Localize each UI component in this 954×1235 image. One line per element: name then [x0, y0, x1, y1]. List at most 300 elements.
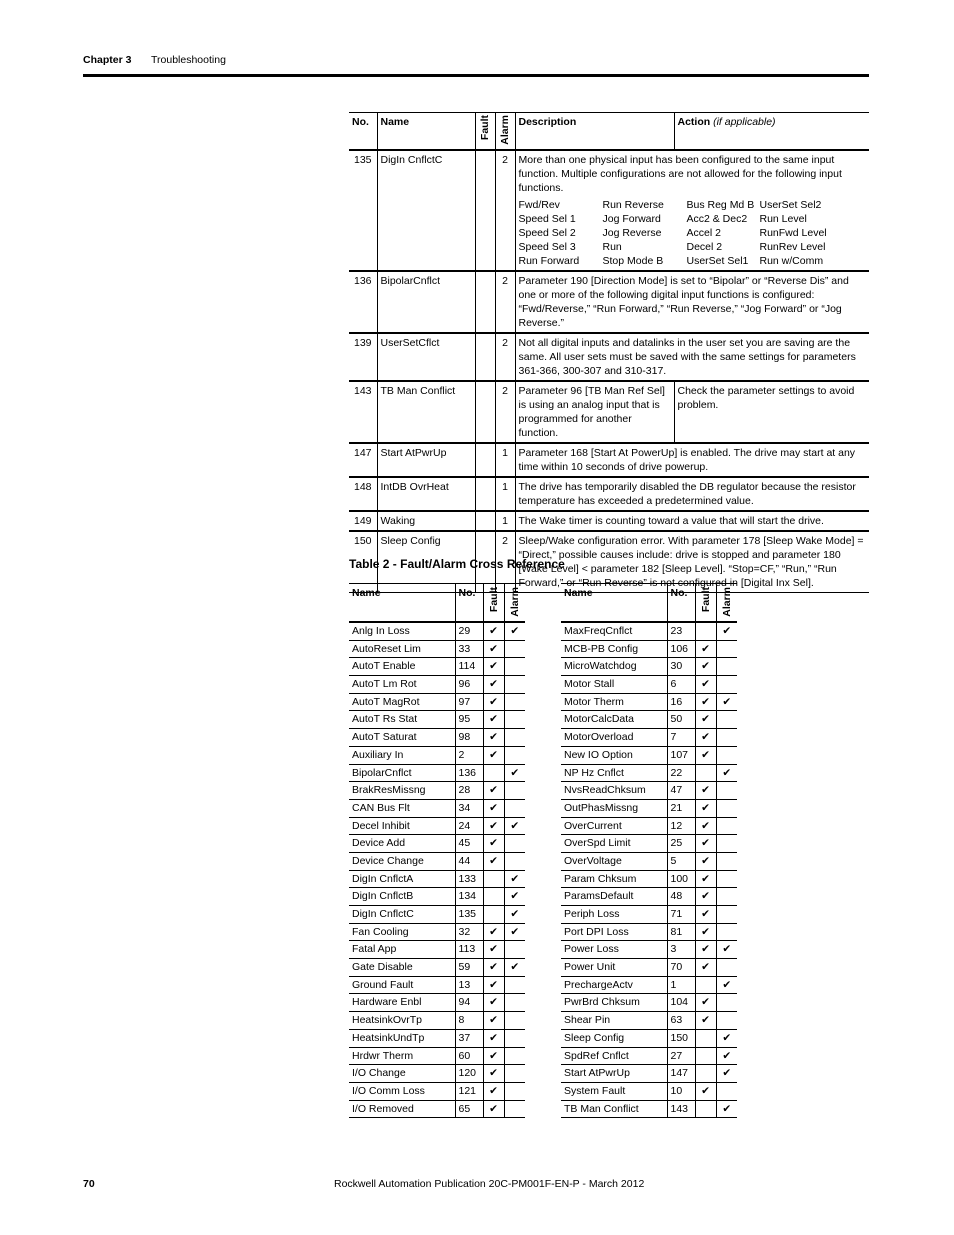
- fault-type-alarm: 2: [495, 271, 515, 333]
- checkmark-icon: ✔: [510, 766, 520, 779]
- xref-number: 59: [455, 959, 483, 977]
- checkmark-icon: ✔: [510, 872, 520, 885]
- xref-row: [561, 852, 737, 870]
- xref-number: 63: [667, 1012, 695, 1030]
- alarm-check-cell: [716, 640, 737, 658]
- xref-name: Shear Pin: [561, 1012, 667, 1030]
- fault-type-alarm: 1: [495, 511, 515, 531]
- xref-name: Device Add: [349, 835, 455, 853]
- xref-number: 27: [667, 1047, 695, 1065]
- alarm-check-cell: [504, 799, 525, 817]
- fault-row: [349, 150, 869, 271]
- xref-name: Power Loss: [561, 941, 667, 959]
- checkmark-icon: ✔: [701, 908, 710, 920]
- fault-type-fault: [475, 477, 495, 511]
- xref-number: 13: [455, 976, 483, 994]
- xref-number: 150: [667, 1029, 695, 1047]
- xref-number: 2: [455, 746, 483, 764]
- xref-row: [349, 729, 525, 747]
- alarm-check-cell: [504, 870, 525, 888]
- checkmark-icon: ✔: [722, 695, 732, 708]
- checkmark-icon: ✔: [489, 731, 498, 744]
- alarm-check-cell: [716, 1029, 737, 1047]
- section-label: Troubleshooting: [151, 54, 226, 66]
- fault-row: [349, 511, 869, 531]
- xref-number: 106: [667, 640, 695, 658]
- alarm-check-cell: [504, 622, 525, 640]
- checkmark-icon: ✔: [489, 1084, 498, 1097]
- checkmark-icon: ✔: [701, 890, 710, 903]
- checkmark-icon: ✔: [489, 996, 498, 1009]
- fault-name: UserSetCflct: [377, 333, 475, 381]
- xref-name: Auxiliary In: [349, 746, 455, 764]
- checkmark-icon: ✔: [701, 872, 710, 885]
- xref-name: Power Unit: [561, 959, 667, 977]
- xref-row: [561, 1047, 737, 1065]
- checkmark-icon: ✔: [510, 925, 520, 938]
- xref-row: [561, 693, 737, 711]
- xref-number: 47: [667, 782, 695, 800]
- checkmark-icon: ✔: [701, 819, 710, 832]
- fault-description: [515, 477, 869, 511]
- xref-number: 113: [455, 941, 483, 959]
- fault-check-cell: [483, 959, 504, 977]
- checkmark-icon: ✔: [489, 801, 498, 814]
- col-header-no: No.: [349, 113, 377, 151]
- col-header-description: Description: [515, 113, 674, 151]
- fault-name: TB Man Conflict: [377, 381, 475, 443]
- xref-row: [561, 746, 737, 764]
- description-text: Parameter 190 [Direction Mode] is set to “Bipolar” or “Reverse Dis” and one or more of the following digital input functions is configured: “Fwd/Reverse,” “Run Forward,” “Run Reverse,” “Jog Forward” or “Jog Reverse.”: [518, 275, 849, 329]
- xref-number: 60: [455, 1047, 483, 1065]
- xref-number: 3: [667, 941, 695, 959]
- checkmark-icon: ✔: [701, 695, 710, 708]
- xref-number: 8: [455, 1012, 483, 1030]
- function-item: Accel 2: [686, 227, 721, 239]
- xref-name: DigIn CnflctB: [349, 888, 455, 906]
- fault-check-cell: [483, 1065, 504, 1083]
- checkmark-icon: ✔: [510, 890, 520, 903]
- xref-row: [561, 711, 737, 729]
- checkmark-icon: ✔: [701, 642, 710, 655]
- xref-number: 134: [455, 888, 483, 906]
- publication-info: Rockwell Automation Publication 20C-PM001F-EN-P - March 2012: [334, 1178, 645, 1190]
- xref-row: [349, 959, 525, 977]
- xref-row: [349, 888, 525, 906]
- fault-check-cell: [695, 799, 716, 817]
- xref-number: 71: [667, 906, 695, 924]
- fault-check-cell: [695, 870, 716, 888]
- alarm-check-cell: [504, 693, 525, 711]
- xref-header-alarm: Alarm: [504, 584, 525, 623]
- xref-row: [561, 729, 737, 747]
- fault-name: Waking: [377, 511, 475, 531]
- checkmark-icon: ✔: [722, 943, 732, 956]
- function-column: [519, 198, 603, 268]
- fault-check-cell: [483, 729, 504, 747]
- xref-number: 50: [667, 711, 695, 729]
- xref-row: [349, 870, 525, 888]
- xref-row: [349, 640, 525, 658]
- fault-description: [515, 333, 869, 381]
- xref-number: 6: [667, 676, 695, 694]
- fault-description: [515, 381, 674, 443]
- xref-row: [561, 817, 737, 835]
- xref-row: [561, 835, 737, 853]
- cross-reference-table-left: [349, 583, 525, 1118]
- fault-check-cell: [483, 852, 504, 870]
- fault-check-cell: [695, 1012, 716, 1030]
- col-header-alarm: Alarm: [495, 113, 515, 151]
- xref-name: I/O Removed: [349, 1100, 455, 1118]
- xref-name: Fatal App: [349, 941, 455, 959]
- fault-check-cell: [695, 676, 716, 694]
- xref-row: [349, 906, 525, 924]
- function-item: Speed Sel 3: [518, 241, 576, 253]
- xref-name: BrakResMissng: [349, 782, 455, 800]
- xref-row: [349, 1012, 525, 1030]
- fault-check-cell: [695, 711, 716, 729]
- alarm-check-cell: [504, 711, 525, 729]
- function-item: Stop Mode B: [602, 255, 664, 267]
- alarm-check-cell: [504, 835, 525, 853]
- xref-header-name: Name: [561, 584, 667, 623]
- xref-number: 133: [455, 870, 483, 888]
- function-item: Acc2 & Dec2: [686, 213, 748, 225]
- checkmark-icon: ✔: [510, 819, 520, 832]
- fault-number: 143: [349, 381, 377, 443]
- fault-action: Check the parameter settings to avoid problem.: [674, 381, 869, 443]
- xref-number: 45: [455, 835, 483, 853]
- alarm-check-cell: [504, 640, 525, 658]
- fault-type-alarm: 2: [495, 531, 515, 593]
- fault-row: [349, 477, 869, 511]
- xref-number: 94: [455, 994, 483, 1012]
- function-item: RunRev Level: [759, 241, 826, 253]
- xref-name: SpdRef Cnflct: [561, 1047, 667, 1065]
- xref-number: 104: [667, 994, 695, 1012]
- alarm-check-cell: [716, 693, 737, 711]
- fault-type-alarm: 2: [495, 333, 515, 381]
- xref-number: 143: [667, 1100, 695, 1118]
- function-item: Jog Forward: [602, 213, 661, 225]
- xref-name: Ground Fault: [349, 976, 455, 994]
- xref-number: 98: [455, 729, 483, 747]
- xref-row: [561, 870, 737, 888]
- alarm-check-cell: [716, 764, 737, 782]
- page-header: [83, 53, 869, 77]
- checkmark-icon: ✔: [701, 837, 710, 850]
- xref-row: [561, 640, 737, 658]
- function-column: [687, 198, 760, 268]
- alarm-check-cell: [504, 906, 525, 924]
- xref-number: 48: [667, 888, 695, 906]
- xref-row: [561, 1012, 737, 1030]
- description-text: Parameter 96 [TB Man Ref Sel] is using an analog input that is programmed for another function.: [518, 385, 665, 439]
- chapter-label: Chapter 3: [83, 54, 132, 66]
- description-text: The drive has temporarily disabled the DB regulator because the resistor temperature has exceeded a predetermined value.: [518, 481, 856, 507]
- xref-name: NP Hz Cnflct: [561, 764, 667, 782]
- xref-name: OverVoltage: [561, 852, 667, 870]
- xref-row: [561, 782, 737, 800]
- checkmark-icon: ✔: [701, 678, 710, 691]
- checkmark-icon: ✔: [722, 625, 732, 637]
- function-item: Speed Sel 2: [518, 227, 576, 239]
- alarm-check-cell: [716, 959, 737, 977]
- checkmark-icon: ✔: [489, 1102, 498, 1115]
- xref-name: MotorCalcData: [561, 711, 667, 729]
- fault-check-cell: [483, 1029, 504, 1047]
- checkmark-icon: ✔: [489, 713, 498, 726]
- checkmark-icon: ✔: [489, 660, 498, 673]
- function-item: Bus Reg Md B: [686, 199, 755, 211]
- xref-row: [349, 658, 525, 676]
- fault-check-cell: [695, 658, 716, 676]
- function-item: RunFwd Level: [759, 227, 827, 239]
- alarm-check-cell: [716, 941, 737, 959]
- checkmark-icon: ✔: [489, 961, 498, 974]
- fault-number: 150: [349, 531, 377, 593]
- xref-number: 5: [667, 852, 695, 870]
- fault-name: Start AtPwrUp: [377, 443, 475, 477]
- alarm-check-cell: [716, 658, 737, 676]
- xref-number: 1: [667, 976, 695, 994]
- xref-name: AutoT Lm Rot: [349, 676, 455, 694]
- xref-name: PwrBrd Chksum: [561, 994, 667, 1012]
- fault-check-cell: [483, 976, 504, 994]
- checkmark-icon: ✔: [489, 925, 498, 938]
- xref-number: 21: [667, 799, 695, 817]
- xref-name: Start AtPwrUp: [561, 1065, 667, 1083]
- xref-number: 96: [455, 676, 483, 694]
- xref-name: HeatsinkUndTp: [349, 1029, 455, 1047]
- checkmark-icon: ✔: [701, 801, 710, 814]
- xref-name: HeatsinkOvrTp: [349, 1012, 455, 1030]
- xref-row: [349, 835, 525, 853]
- alarm-check-cell: [504, 1047, 525, 1065]
- xref-number: 16: [667, 693, 695, 711]
- checkmark-icon: ✔: [701, 713, 710, 726]
- alarm-check-cell: [504, 782, 525, 800]
- fault-check-cell: [483, 994, 504, 1012]
- function-item: UserSet Sel2: [759, 199, 822, 211]
- xref-name: BipolarCnflct: [349, 764, 455, 782]
- xref-name: Gate Disable: [349, 959, 455, 977]
- checkmark-icon: ✔: [722, 766, 732, 779]
- alarm-check-cell: [504, 976, 525, 994]
- fault-check-cell: [695, 746, 716, 764]
- checkmark-icon: ✔: [489, 642, 498, 655]
- alarm-check-cell: [504, 658, 525, 676]
- xref-row: [349, 1029, 525, 1047]
- alarm-check-cell: [716, 870, 737, 888]
- checkmark-icon: ✔: [489, 943, 498, 956]
- alarm-check-cell: [716, 1047, 737, 1065]
- xref-row: [349, 923, 525, 941]
- xref-number: 65: [455, 1100, 483, 1118]
- alarm-check-cell: [504, 1012, 525, 1030]
- alarm-check-cell: [716, 994, 737, 1012]
- fault-type-fault: [475, 333, 495, 381]
- xref-name: Anlg In Loss: [349, 622, 455, 640]
- fault-check-cell: [483, 888, 504, 906]
- xref-name: AutoT MagRot: [349, 693, 455, 711]
- xref-name: DigIn CnflctC: [349, 906, 455, 924]
- alarm-check-cell: [504, 746, 525, 764]
- xref-row: [349, 994, 525, 1012]
- alarm-check-cell: [716, 1012, 737, 1030]
- fault-check-cell: [483, 711, 504, 729]
- function-column: [603, 198, 687, 268]
- fault-check-cell: [483, 622, 504, 640]
- fault-check-cell: [483, 870, 504, 888]
- checkmark-icon: ✔: [701, 1014, 710, 1027]
- checkmark-icon: ✔: [510, 908, 520, 920]
- checkmark-icon: ✔: [701, 943, 710, 956]
- function-item: Run: [602, 241, 622, 253]
- xref-number: 135: [455, 906, 483, 924]
- xref-name: ParamsDefault: [561, 888, 667, 906]
- alarm-check-cell: [504, 676, 525, 694]
- xref-name: AutoReset Lim: [349, 640, 455, 658]
- xref-row: [349, 941, 525, 959]
- fault-number: 147: [349, 443, 377, 477]
- xref-row: [349, 1065, 525, 1083]
- xref-number: 12: [667, 817, 695, 835]
- xref-number: 29: [455, 622, 483, 640]
- xref-number: 33: [455, 640, 483, 658]
- xref-number: 7: [667, 729, 695, 747]
- col-header-action: Action (if applicable): [674, 113, 869, 151]
- fault-check-cell: [483, 746, 504, 764]
- fault-check-cell: [695, 835, 716, 853]
- alarm-check-cell: [716, 906, 737, 924]
- xref-number: 136: [455, 764, 483, 782]
- alarm-check-cell: [504, 1065, 525, 1083]
- alarm-check-cell: [504, 1029, 525, 1047]
- xref-number: 23: [667, 622, 695, 640]
- fault-row: [349, 271, 869, 333]
- fault-check-cell: [483, 923, 504, 941]
- xref-name: OverCurrent: [561, 817, 667, 835]
- fault-check-cell: [695, 888, 716, 906]
- xref-name: Device Change: [349, 852, 455, 870]
- fault-check-cell: [695, 693, 716, 711]
- xref-row: [561, 799, 737, 817]
- input-function-list: [519, 198, 867, 268]
- fault-check-cell: [483, 906, 504, 924]
- fault-description: [515, 150, 869, 271]
- xref-row: [349, 622, 525, 640]
- alarm-check-cell: [716, 835, 737, 853]
- checkmark-icon: ✔: [489, 784, 498, 797]
- alarm-check-cell: [716, 976, 737, 994]
- xref-row: [349, 764, 525, 782]
- fault-check-cell: [483, 1100, 504, 1118]
- fault-number: 136: [349, 271, 377, 333]
- alarm-check-cell: [504, 1082, 525, 1100]
- xref-number: 10: [667, 1082, 695, 1100]
- xref-row: [349, 1047, 525, 1065]
- checkmark-icon: ✔: [489, 1049, 498, 1062]
- xref-name: AutoT Rs Stat: [349, 711, 455, 729]
- fault-check-cell: [483, 782, 504, 800]
- alarm-check-cell: [504, 764, 525, 782]
- xref-row: [561, 622, 737, 640]
- xref-number: 28: [455, 782, 483, 800]
- alarm-check-cell: [716, 676, 737, 694]
- fault-check-cell: [483, 1082, 504, 1100]
- fault-check-cell: [483, 640, 504, 658]
- xref-header-no: No.: [667, 584, 695, 623]
- fault-type-fault: [475, 271, 495, 333]
- fault-row: [349, 381, 869, 443]
- description-text: Not all digital inputs and datalinks in the user set you are saving are the same. All user sets must be saved with the same settings for parameters 361-366, 300-307 and 310-317.: [518, 337, 856, 377]
- function-item: UserSet Sel1: [686, 255, 749, 267]
- fault-type-alarm: 2: [495, 381, 515, 443]
- xref-name: Motor Stall: [561, 676, 667, 694]
- fault-check-cell: [695, 923, 716, 941]
- fault-check-cell: [695, 622, 716, 640]
- xref-number: 34: [455, 799, 483, 817]
- fault-check-cell: [483, 658, 504, 676]
- xref-row: [561, 676, 737, 694]
- function-column: [760, 198, 850, 268]
- fault-type-fault: [475, 150, 495, 271]
- description-text: Sleep/Wake configuration error. With parameter 178 [Sleep Wake Mode] = “Direct,” possible causes include: drive is stopped and parameter 180 [Wake Level] < parameter 182 [Sleep Level]. “Stop=CF,” “Run,” “Run Forward,” or “Run Reverse” is not configured in [Digital Inx Sel].: [518, 535, 864, 589]
- alarm-check-cell: [504, 817, 525, 835]
- xref-name: Param Chksum: [561, 870, 667, 888]
- fault-check-cell: [695, 906, 716, 924]
- xref-row: [561, 941, 737, 959]
- xref-number: 107: [667, 746, 695, 764]
- xref-header-no: No.: [455, 584, 483, 623]
- fault-check-cell: [483, 799, 504, 817]
- fault-check-cell: [483, 693, 504, 711]
- fault-description: [515, 443, 869, 477]
- fault-row: [349, 333, 869, 381]
- xref-row: [349, 852, 525, 870]
- xref-row: [561, 1100, 737, 1118]
- xref-row: [561, 1065, 737, 1083]
- checkmark-icon: ✔: [489, 678, 498, 691]
- xref-row: [349, 799, 525, 817]
- xref-name: TB Man Conflict: [561, 1100, 667, 1118]
- function-item: Run Level: [759, 213, 807, 225]
- xref-name: Motor Therm: [561, 693, 667, 711]
- alarm-check-cell: [716, 1065, 737, 1083]
- xref-name: PrechargeActv: [561, 976, 667, 994]
- checkmark-icon: ✔: [489, 837, 498, 850]
- xref-name: Hrdwr Therm: [349, 1047, 455, 1065]
- cross-reference-table-right: [561, 583, 737, 1118]
- xref-number: 81: [667, 923, 695, 941]
- xref-row: [561, 959, 737, 977]
- checkmark-icon: ✔: [701, 1084, 710, 1097]
- xref-name: OutPhasMissng: [561, 799, 667, 817]
- xref-name: NvsReadChksum: [561, 782, 667, 800]
- alarm-check-cell: [504, 959, 525, 977]
- checkmark-icon: ✔: [701, 961, 710, 974]
- fault-check-cell: [695, 959, 716, 977]
- fault-number: 135: [349, 150, 377, 271]
- xref-name: MotorOverload: [561, 729, 667, 747]
- fault-number: 149: [349, 511, 377, 531]
- fault-description: [515, 511, 869, 531]
- alarm-check-cell: [716, 622, 737, 640]
- fault-description-table: [349, 112, 869, 593]
- xref-row: [561, 976, 737, 994]
